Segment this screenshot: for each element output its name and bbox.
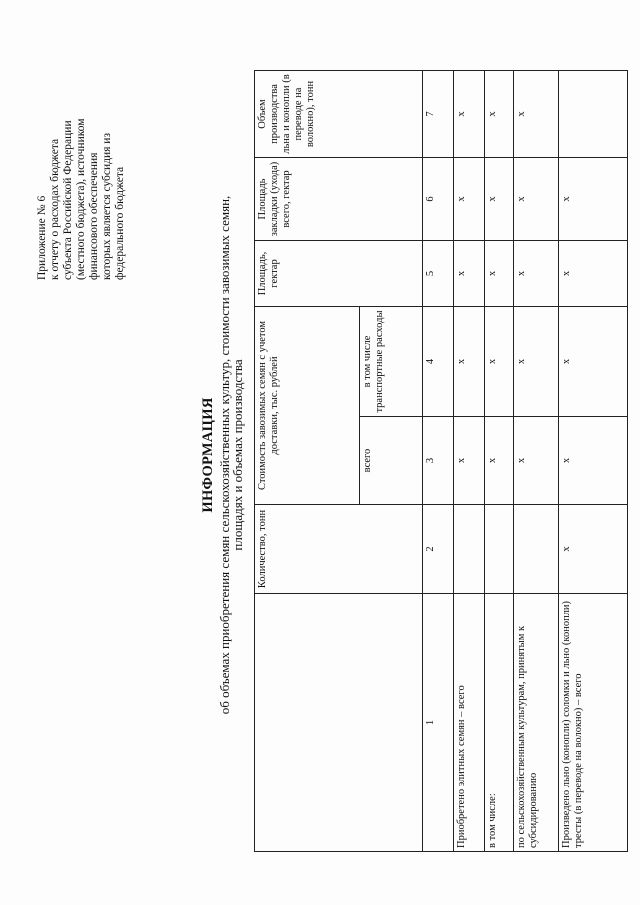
table-cell — [559, 71, 628, 158]
table-row — [559, 71, 628, 852]
table-cell: x — [559, 241, 628, 307]
row-label: по сельскохозяйственным культурам, принятым к субсидированию — [514, 594, 559, 852]
appendix-line: которых является субсидия из — [101, 133, 113, 280]
column-number: 3 — [423, 417, 454, 505]
table-cell: x — [454, 241, 485, 307]
table-cell: x — [485, 417, 514, 505]
document-subtitle-line-1: об объемах приобретения семян сельскохозяйственных культур, стоимости завозимых семян, — [217, 195, 232, 715]
row-label: в том числе: — [485, 594, 514, 852]
row-label: Приобретено элитных семян – всего — [454, 594, 485, 852]
document-title: ИНФОРМАЦИЯ — [200, 397, 216, 513]
info-table — [254, 70, 628, 852]
column-number: 1 — [423, 594, 454, 852]
appendix-line: к отчету о расходах бюджета — [49, 138, 61, 280]
appendix-line: (местного бюджета), источником — [75, 118, 87, 280]
table-cell: x — [454, 71, 485, 158]
column-number: 4 — [423, 307, 454, 417]
row-label: Произведено льно (конопли) соломки и льно (конопли) тресты (в переводе на волокно) – всего — [559, 594, 628, 852]
table-cell: x — [485, 158, 514, 241]
header-cost-group: Стоимость завозимых семян с учетом доставки, тыс. рублей — [255, 307, 360, 505]
column-number-row — [423, 71, 454, 852]
table-cell — [485, 505, 514, 594]
header-name — [255, 594, 423, 852]
table-cell: x — [454, 417, 485, 505]
header-quantity: Количество, тонн — [255, 505, 423, 594]
document-subtitle-line-2: площадях и объемах производства — [230, 359, 245, 551]
table-row — [485, 71, 514, 852]
table-row — [514, 71, 559, 852]
header-row-1 — [255, 71, 360, 852]
title-block — [200, 85, 244, 825]
header-cost-transport: в том числе транспортные расходы — [360, 307, 423, 417]
table-cell: x — [514, 241, 559, 307]
table-cell: x — [454, 158, 485, 241]
column-number: 2 — [423, 505, 454, 594]
table-cell: x — [559, 158, 628, 241]
table-cell — [514, 505, 559, 594]
table-cell: x — [514, 307, 559, 417]
table-cell: x — [485, 307, 514, 417]
column-number: 5 — [423, 241, 454, 307]
appendix-line: субъекта Российской Федерации — [62, 120, 74, 280]
appendix-line: Приложение № 6 — [36, 195, 48, 280]
appendix-note — [36, 35, 127, 280]
appendix-line: федерального бюджета — [114, 166, 126, 280]
table-cell: x — [514, 71, 559, 158]
table-row — [454, 71, 485, 852]
table-cell — [454, 505, 485, 594]
header-volume: Объем производства льна и конопли (в переводе на волокно), тонн — [255, 71, 423, 158]
column-number: 7 — [423, 71, 454, 158]
table-cell: x — [485, 71, 514, 158]
table-cell: x — [454, 307, 485, 417]
table-cell: x — [485, 241, 514, 307]
header-area: Площадь, гектар — [255, 241, 423, 307]
table-cell: x — [559, 307, 628, 417]
table-cell: x — [514, 417, 559, 505]
table-cell: x — [559, 417, 628, 505]
appendix-line: финансового обеспечения — [88, 152, 100, 280]
table-cell: x — [514, 158, 559, 241]
table-cell: x — [559, 505, 628, 594]
header-area-planting: Площадь закладки (ухода) всего, гектар — [255, 158, 423, 241]
column-number: 6 — [423, 158, 454, 241]
header-cost-total: всего — [360, 417, 423, 505]
